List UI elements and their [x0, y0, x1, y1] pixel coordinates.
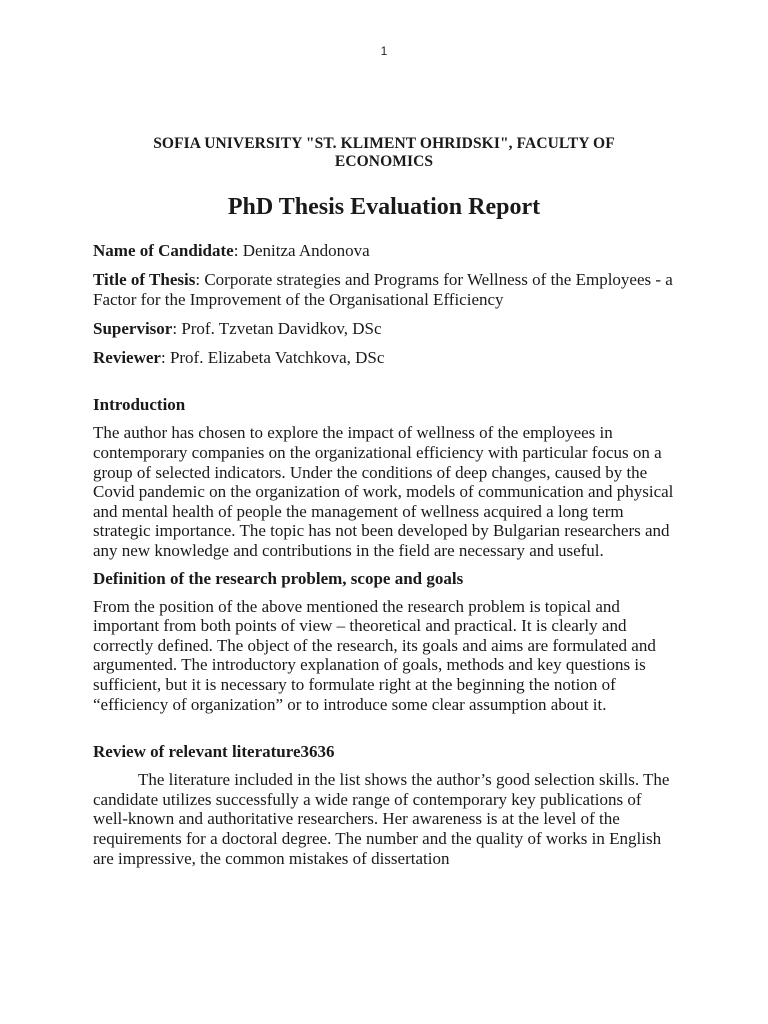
literature-heading: Review of relevant literature3636: [93, 742, 335, 762]
thesis-field: [93, 270, 678, 309]
reviewer-label: Reviewer: [93, 347, 161, 367]
candidate-label: Name of Candidate: [93, 241, 234, 260]
definition-heading: Definition of the research problem, scope and goals: [93, 568, 464, 588]
thesis-label: Title of Thesis: [93, 270, 196, 290]
thesis-value: : Corporate strategies and Programs for Wellness of the Employees - a Factor for the Improvement of the Organisational Efficiency: [93, 270, 673, 309]
supervisor-value: : Prof. Tzvetan Davidkov, DSc: [172, 318, 382, 338]
introduction-heading: Introduction: [93, 395, 186, 415]
page-number: 1: [380, 44, 388, 58]
candidate-value: : Denitza Andonova: [233, 241, 370, 260]
report-body: [93, 241, 678, 868]
supervisor-field: [93, 319, 678, 339]
reviewer-field: [93, 348, 678, 368]
report-title: PhD Thesis Evaluation Report: [227, 194, 541, 220]
candidate-field: [93, 241, 678, 261]
university-header: SOFIA UNIVERSITY "ST. KLIMENT OHRIDSKI", FACULTY OF ECONOMICS: [153, 135, 615, 170]
introduction-text: The author has chosen to explore the impact of wellness of the employees in contemporary companies on the organizational efficiency with particular focus on a group of selected indicators. Under the conditions of deep changes, caused by the Covid pandemic on the organization of work, models of communication and physical and mental health of people the management of wellness acquired a long term strategic importance. The topic has not been developed by Bulgarian researchers and any new knowledge and contributions in the field are necessary and useful.: [93, 423, 674, 561]
definition-text: From the position of the above mentioned the research problem is topical and important from both points of view – theoretical and practical. It is clearly and correctly defined. The object of the research, its goals and aims are formulated and argumented. The introductory explanation of goals, methods and key questions is sufficient, but it is necessary to formulate right at the beginning the notion of “efficiency of organization” or to introduce some clear assumption about it.: [93, 596, 656, 714]
supervisor-label: Supervisor: [93, 318, 173, 338]
literature-text: The literature included in the list shows the author’s good selection skills. The candidate utilizes successfully a wide range of contemporary key publications of well-known and authoritative researchers. Her awareness is at the level of the requirements for a doctoral degree. The number and the quality of works in English are impressive, the common mistakes of dissertation: [93, 770, 670, 868]
reviewer-value: : Prof. Elizabeta Vatchkova, DSc: [160, 347, 385, 367]
